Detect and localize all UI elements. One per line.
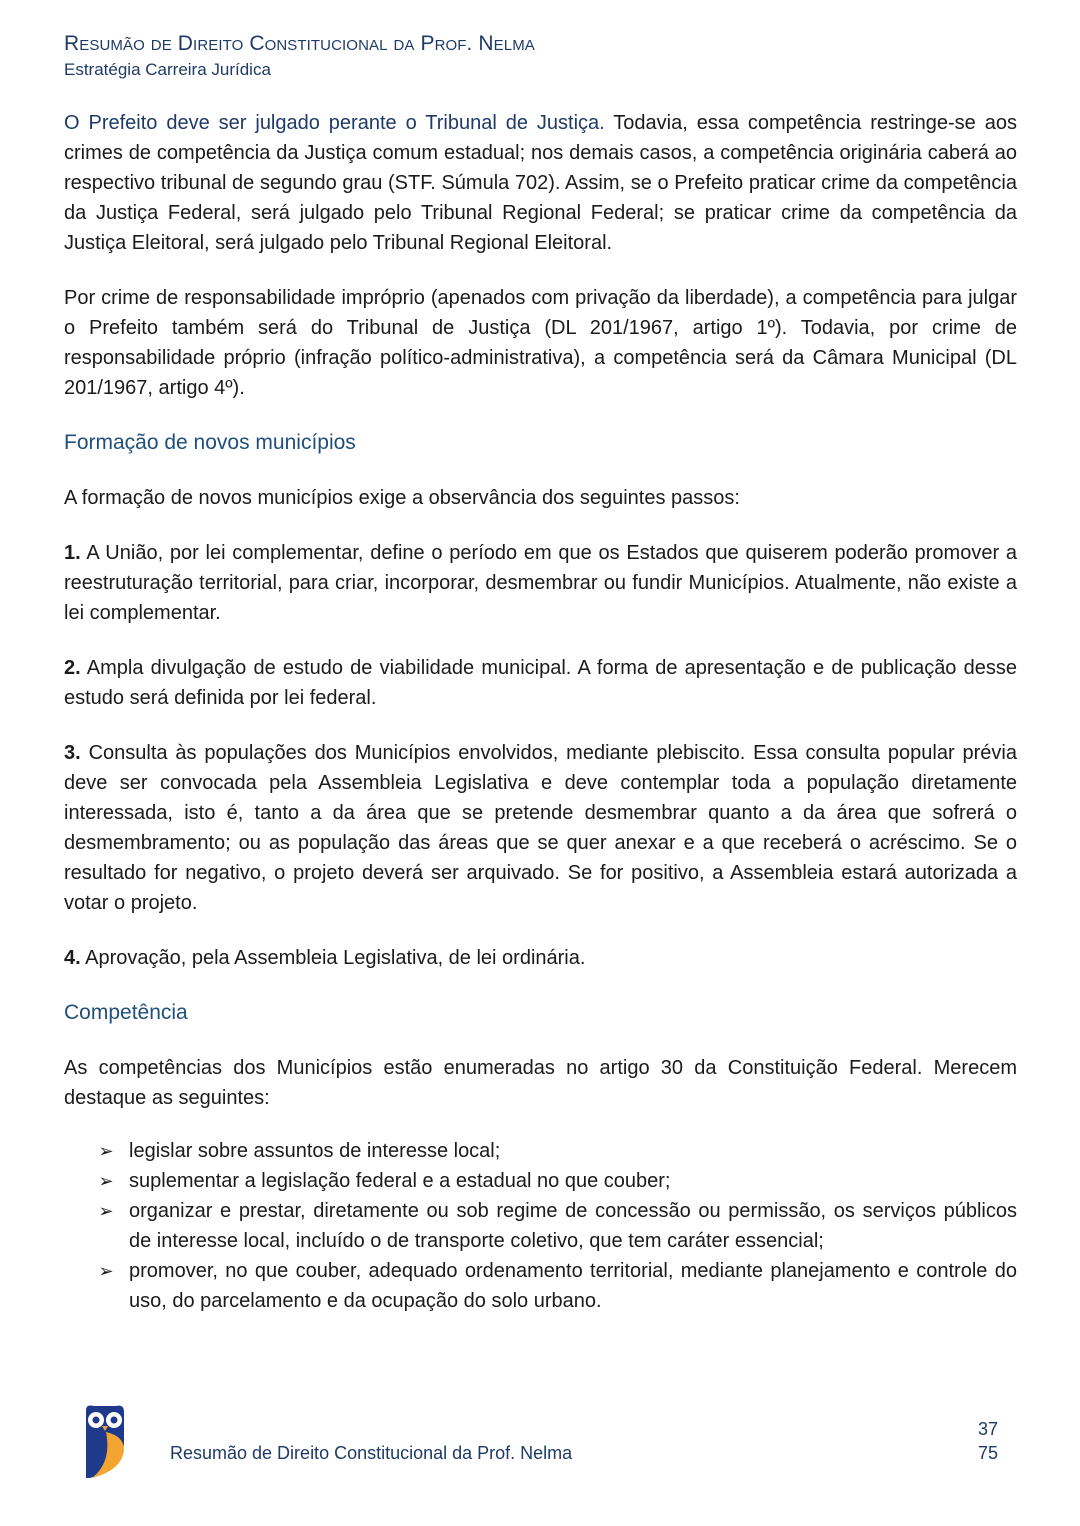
arrow-bullet-icon: ➢ (98, 1261, 114, 1281)
owl-logo-icon (82, 1402, 128, 1480)
step-item (64, 538, 1017, 628)
paragraph-crime-responsabilidade: Por crime de responsabilidade impróprio (apenados com privação da liberdade), a competência para julgar o Prefeito também será do Tribunal de Justiça (DL 201/1967, artigo 1º). Todavia, por crime de responsabilidade próprio (infração político-administrativa), a competência será da Câmara Municipal (DL 201/1967, artigo 4º). (64, 287, 1017, 399)
step-item (64, 943, 1017, 973)
paragraph-text: Todavia, essa competência restringe-se aos crimes de competência da Justiça comum estadual; nos demais casos, a competência originária caberá ao respectivo tribunal de segundo grau (STF. Súmula 702). Assim, se o Prefeito praticar crime da competência da Justiça Federal, será julgado pelo Tribunal Regional Federal; se praticar crime da competência da Justiça Eleitoral, será julgado pelo Tribunal Regional Eleitoral. (64, 112, 1017, 254)
step-number: 4. (64, 947, 81, 969)
step-number: 3. (64, 742, 81, 764)
page-number (968, 1417, 1008, 1465)
section-heading-competencia: Competência (64, 1001, 188, 1024)
competencia-list (64, 1136, 1017, 1316)
arrow-bullet-icon: ➢ (98, 1201, 114, 1221)
document-subtitle: Estratégia Carreira Jurídica (64, 60, 271, 79)
document-title: Resumão de Direito Constitucional da Prof. Nelma (64, 32, 535, 55)
arrow-bullet-icon: ➢ (98, 1141, 114, 1161)
step-item (64, 738, 1017, 918)
step-text: Ampla divulgação de estudo de viabilidade municipal. A forma de apresentação e de publicação desse estudo será definida por lei federal. (64, 657, 1017, 709)
arrow-bullet-icon: ➢ (98, 1171, 114, 1191)
step-text: A União, por lei complementar, define o período em que os Estados que quiserem poderão promover a reestruturação territorial, para criar, incorporar, desmembrar ou fundir Municípios. Atualmente, não existe a lei complementar. (64, 542, 1017, 624)
page-content (64, 108, 1017, 1316)
step-number: 2. (64, 657, 81, 679)
step-item (64, 653, 1017, 713)
section-heading-formacao: Formação de novos municípios (64, 431, 356, 454)
list-item: ➢ promover, no que couber, adequado ordenamento territorial, mediante planejamento e controle do uso, do parcelamento e da ocupação do solo urbano. (96, 1256, 1017, 1316)
step-text: Aprovação, pela Assembleia Legislativa, de lei ordinária. (80, 947, 586, 969)
paragraph-formacao-intro: A formação de novos municípios exige a observância dos seguintes passos: (64, 487, 740, 509)
highlight-text: O Prefeito deve ser julgado perante o Tribunal de Justiça. (64, 112, 605, 134)
list-item: ➢ legislar sobre assuntos de interesse local; (96, 1136, 1017, 1166)
step-number: 1. (64, 542, 81, 564)
page-current: 37 (977, 1419, 999, 1439)
paragraph-prefeito-julgamento (64, 108, 1017, 258)
paragraph-competencia-intro: As competências dos Municípios estão enumeradas no artigo 30 da Constituição Federal. Merecem destaque as seguintes: (64, 1057, 1017, 1109)
page-header (64, 30, 535, 82)
list-item: ➢ suplementar a legislação federal e a estadual no que couber; (96, 1166, 1017, 1196)
footer-title: Resumão de Direito Constitucional da Prof. Nelma (170, 1443, 573, 1463)
page-total: 75 (977, 1443, 999, 1463)
step-text: Consulta às populações dos Municípios envolvidos, mediante plebiscito. Essa consulta popular prévia deve ser convocada pela Assembleia Legislativa e deve contemplar toda a população diretamente interessada, isto é, tanto a da área que se pretende desmembrar quanto a da área que sofrerá o desmembramento; ou as população das áreas que se quer anexar e a que receberá o acréscimo. Se o resultado for negativo, o projeto deverá ser arquivado. Se for positivo, a Assembleia estará autorizada a votar o projeto. (64, 742, 1017, 914)
list-item: ➢ organizar e prestar, diretamente ou sob regime de concessão ou permissão, os serviços públicos de interesse local, incluído o de transporte coletivo, que tem caráter essencial; (96, 1196, 1017, 1256)
